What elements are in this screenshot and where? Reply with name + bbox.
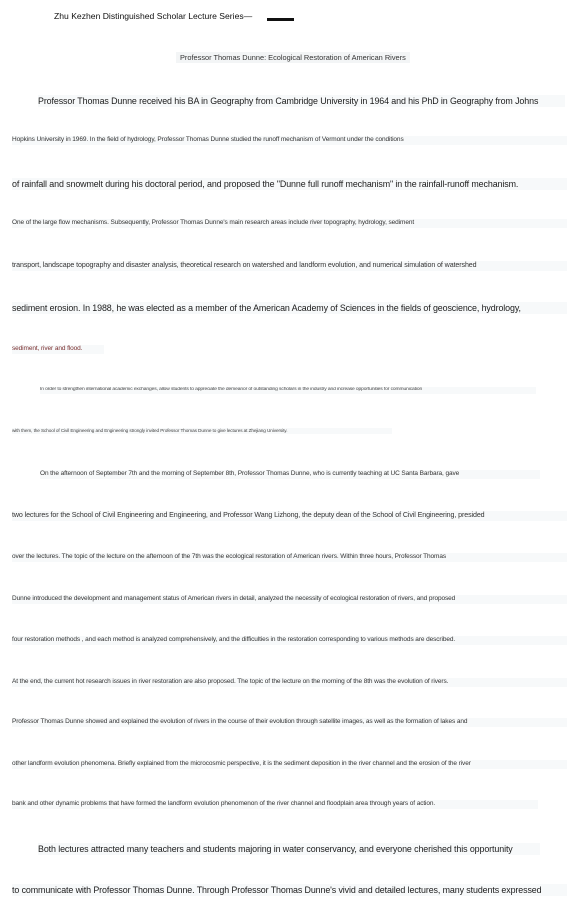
text-line: sediment erosion. In 1988, he was elected as a member of the American Academy of Sciences in the fields of geoscience, hydrology, (12, 302, 567, 314)
text-line: transport, landscape topography and disaster analysis, theoretical research on watershed and landform evolution, and numerical simulation of watershed (12, 261, 567, 271)
series-title: Zhu Kezhen Distinguished Scholar Lecture Series— (54, 11, 253, 21)
text-line: Hopkins University in 1969. In the field of hydrology, Professor Thomas Dunne studied the runoff mechanism of Vermont under the conditions (12, 136, 567, 145)
text-line: two lectures for the School of Civil Engineering and Engineering, and Professor Wang Lizhong, the deputy dean of the School of Civil Engineering, presided (12, 511, 567, 521)
lecture-subtitle: Professor Thomas Dunne: Ecological Restoration of American Rivers (176, 52, 410, 63)
text-line: four restoration methods , and each method is analyzed comprehensively, and the difficulties in the restoration corresponding to various methods are described. (12, 636, 567, 645)
text-line: One of the large flow mechanisms. Subsequently, Professor Thomas Dunne's main research areas include river topography, hydrology, sediment (12, 219, 567, 228)
text-line: On the afternoon of September 7th and the morning of September 8th, Professor Thomas Dunne, who is currently teaching at UC Santa Barbara, gave (40, 470, 540, 479)
text-line: In order to strengthen international academic exchanges, allow students to appreciate the demeanor of outstanding scholars in the industry and increase opportunities for communication (40, 387, 536, 394)
text-line: sediment, river and flood. (12, 345, 104, 354)
text-line: Professor Thomas Dunne showed and explained the evolution of rivers in the course of their evolution through satellite images, as well as the formation of lakes and (12, 718, 567, 727)
text-line: Both lectures attracted many teachers and students majoring in water conservancy, and everyone cherished this opportunity (38, 843, 540, 855)
text-line: over the lectures. The topic of the lecture on the afternoon of the 7th was the ecological restoration of American rivers. Within three hours, Professor Thomas (12, 553, 567, 562)
text-line: to communicate with Professor Thomas Dunne. Through Professor Thomas Dunne's vivid and detailed lectures, many students expressed (12, 884, 567, 896)
text-line: Dunne introduced the development and management status of American rivers in detail, analyzed the necessity of ecological restoration of rivers, and proposed (12, 595, 567, 604)
series-title-underline (267, 18, 294, 21)
text-line: with them, the School of Civil Engineering and Engineering strongly invited Professor Thomas Dunne to give lectures at Zhejiang University. (12, 428, 392, 434)
text-line: other landform evolution phenomena. Briefly explained from the microcosmic perspective, it is the sediment deposition in the river channel and the erosion of the river (12, 760, 567, 769)
text-line: Professor Thomas Dunne received his BA in Geography from Cambridge University in 1964 and his PhD in Geography from Johns (38, 95, 565, 107)
text-line: bank and other dynamic problems that have formed the landform evolution phenomenon of the river channel and floodplain area through years of action. (12, 800, 538, 809)
text-line: At the end, the current hot research issues in river restoration are also proposed. The topic of the lecture on the morning of the 8th was the evolution of rivers. (12, 678, 567, 687)
text-line: of rainfall and snowmelt during his doctoral period, and proposed the "Dunne full runoff mechanism" in the rainfall-runoff mechanism. (12, 178, 567, 190)
